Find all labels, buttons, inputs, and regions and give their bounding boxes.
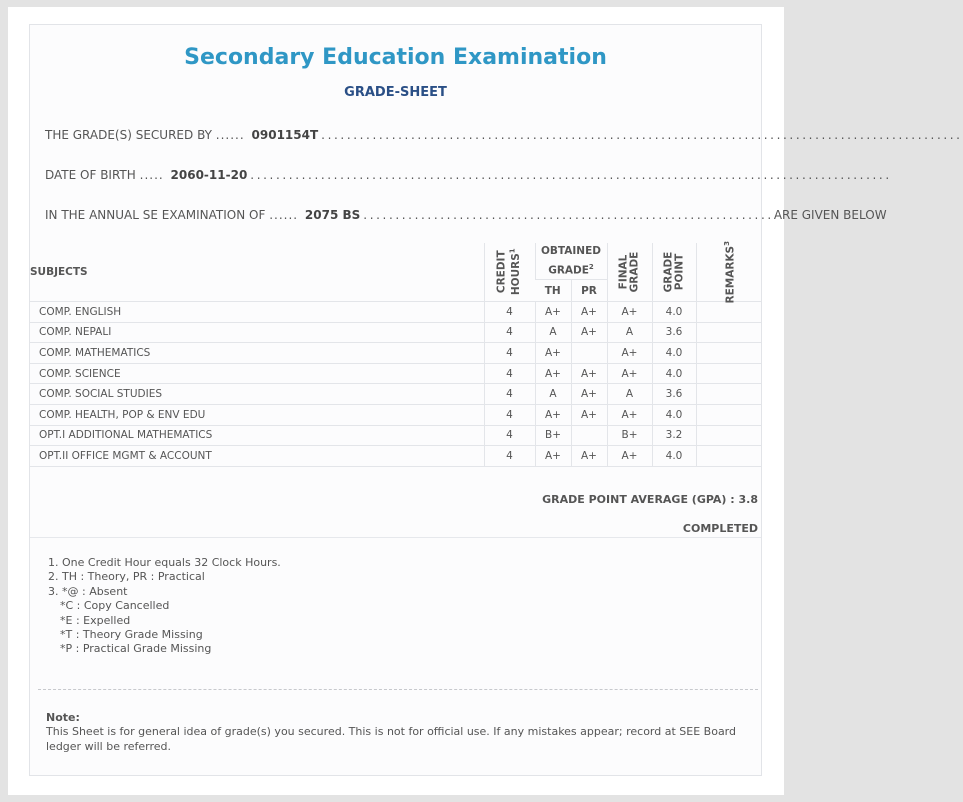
practical-grade-cell	[571, 425, 607, 446]
table-row	[30, 302, 761, 323]
practical-grade-cell: A+	[571, 384, 607, 405]
credit-cell: 4	[484, 363, 535, 384]
remarks-cell	[696, 302, 761, 323]
note-title: Note:	[46, 711, 80, 724]
header-grade-point: GRADE POINT	[652, 243, 696, 302]
dob-label: DATE OF BIRTH	[45, 168, 136, 182]
final-grade-cell: A	[607, 384, 652, 405]
theory-grade-cell: A+	[535, 302, 571, 323]
footnote-item: *C : Copy Cancelled	[60, 599, 170, 613]
footnote-item: 3. *@ : Absent	[48, 584, 128, 598]
subject-cell: COMP. NEPALI	[30, 322, 484, 343]
footnote-item: *T : Theory Grade Missing	[60, 628, 203, 642]
footnote-item: 1. One Credit Hour equals 32 Clock Hours.	[48, 556, 281, 569]
table-row	[30, 425, 761, 446]
divider	[30, 537, 761, 538]
leader-dots-fill: ....................................................................................................	[250, 168, 892, 182]
remarks-cell	[696, 425, 761, 446]
credit-cell: 4	[484, 322, 535, 343]
remarks-cell	[696, 343, 761, 364]
final-grade-cell: A+	[607, 343, 652, 364]
footnote-item: *P : Practical Grade Missing	[60, 642, 212, 656]
subject-cell: OPT.II OFFICE MGMT & ACCOUNT	[30, 446, 484, 467]
remarks-cell	[696, 322, 761, 343]
dashed-divider	[38, 689, 758, 690]
grade-point-cell: 3.6	[652, 384, 696, 405]
footnote-item: *E : Expelled	[60, 613, 131, 627]
credit-cell: 4	[484, 446, 535, 467]
remarks-cell	[696, 363, 761, 384]
remarks-cell	[696, 446, 761, 467]
header-practical: PR	[571, 280, 607, 302]
table-row	[30, 343, 761, 364]
theory-grade-cell: A	[535, 322, 571, 343]
leader-dots: ......	[215, 128, 245, 142]
header-credit-hours: CREDIT HOURS$^1$	[484, 243, 535, 302]
remarks-cell	[696, 404, 761, 425]
theory-grade-cell: A	[535, 384, 571, 405]
header-final-grade: FINAL GRADE	[607, 243, 652, 302]
grade-point-cell: 4.0	[652, 404, 696, 425]
practical-grade-cell: A+	[571, 363, 607, 384]
credit-cell: 4	[484, 425, 535, 446]
credit-cell: 4	[484, 343, 535, 364]
leader-dots: .....	[139, 168, 164, 182]
theory-grade-cell: A+	[535, 343, 571, 364]
exam-label: IN THE ANNUAL SE EXAMINATION OF	[45, 208, 266, 222]
practical-grade-cell: A+	[571, 404, 607, 425]
table-row	[30, 446, 761, 467]
final-grade-cell: A+	[607, 404, 652, 425]
leader-dots: ......	[269, 208, 299, 222]
table-row	[30, 322, 761, 343]
theory-grade-cell: B+	[535, 425, 571, 446]
grade-point-cell: 4.0	[652, 302, 696, 323]
detail-line-name	[45, 128, 963, 142]
grade-point-cell: 4.0	[652, 363, 696, 384]
credit-cell: 4	[484, 404, 535, 425]
exam-year: 2075 BS	[304, 208, 361, 222]
table-row	[30, 363, 761, 384]
table-row	[30, 404, 761, 425]
grade-point-cell: 3.2	[652, 425, 696, 446]
secured-by-label: THE GRADE(S) SECURED BY	[45, 128, 212, 142]
grade-point-cell: 4.0	[652, 343, 696, 364]
remarks-cell	[696, 384, 761, 405]
practical-grade-cell: A+	[571, 322, 607, 343]
final-grade-cell: B+	[607, 425, 652, 446]
page-subtitle: GRADE-SHEET	[344, 85, 447, 100]
grade-point-cell: 3.6	[652, 322, 696, 343]
result-status: COMPLETED	[682, 522, 758, 535]
page-background	[8, 7, 963, 795]
subject-cell: COMP. MATHEMATICS	[30, 343, 484, 364]
gpa-value: GRADE POINT AVERAGE (GPA) : 3.8	[542, 493, 758, 506]
theory-grade-cell: A+	[535, 363, 571, 384]
symbol-number: 0901154T	[251, 128, 319, 142]
subject-cell: COMP. SCIENCE	[30, 363, 484, 384]
note-text: This Sheet is for general idea of grade(s) you secured. This is not for official use. If any mistakes appear; record at SEE Board ledger will be referred.	[46, 725, 736, 753]
header-remarks: REMARKS$^3$	[696, 243, 761, 302]
credit-cell: 4	[484, 384, 535, 405]
subject-cell: COMP. ENGLISH	[30, 302, 484, 323]
footnotes-list	[48, 556, 281, 657]
page-title: Secondary Education Examination	[184, 45, 607, 70]
practical-grade-cell: A+	[571, 446, 607, 467]
grade-point-cell: 4.0	[652, 446, 696, 467]
subject-cell: COMP. SOCIAL STUDIES	[30, 384, 484, 405]
final-grade-cell: A+	[607, 302, 652, 323]
footnote-item: 2. TH : Theory, PR : Practical	[48, 570, 205, 584]
final-grade-cell: A	[607, 322, 652, 343]
detail-line-dob	[45, 168, 892, 182]
theory-grade-cell: A+	[535, 446, 571, 467]
leader-dots-fill: ................................................................	[363, 208, 774, 222]
header-obtained-grade: OBTAINED GRADE$^2$	[535, 243, 607, 280]
practical-grade-cell	[571, 343, 607, 364]
given-below-text: ARE GIVEN BELOW	[773, 208, 887, 222]
credit-cell: 4	[484, 302, 535, 323]
header-subjects: SUBJECTS	[30, 243, 484, 302]
grades-table	[30, 240, 761, 467]
header-theory: TH	[535, 280, 571, 302]
final-grade-cell: A+	[607, 363, 652, 384]
subject-cell: OPT.I ADDITIONAL MATHEMATICS	[30, 425, 484, 446]
theory-grade-cell: A+	[535, 404, 571, 425]
practical-grade-cell: A+	[571, 302, 607, 323]
table-row	[30, 384, 761, 405]
subject-cell: COMP. HEALTH, POP & ENV EDU	[30, 404, 484, 425]
grade-sheet	[29, 24, 963, 776]
leader-dots-fill: ....................................................................................................	[321, 128, 963, 142]
detail-line-exam	[45, 208, 887, 222]
date-of-birth: 2060-11-20	[170, 168, 248, 182]
final-grade-cell: A+	[607, 446, 652, 467]
